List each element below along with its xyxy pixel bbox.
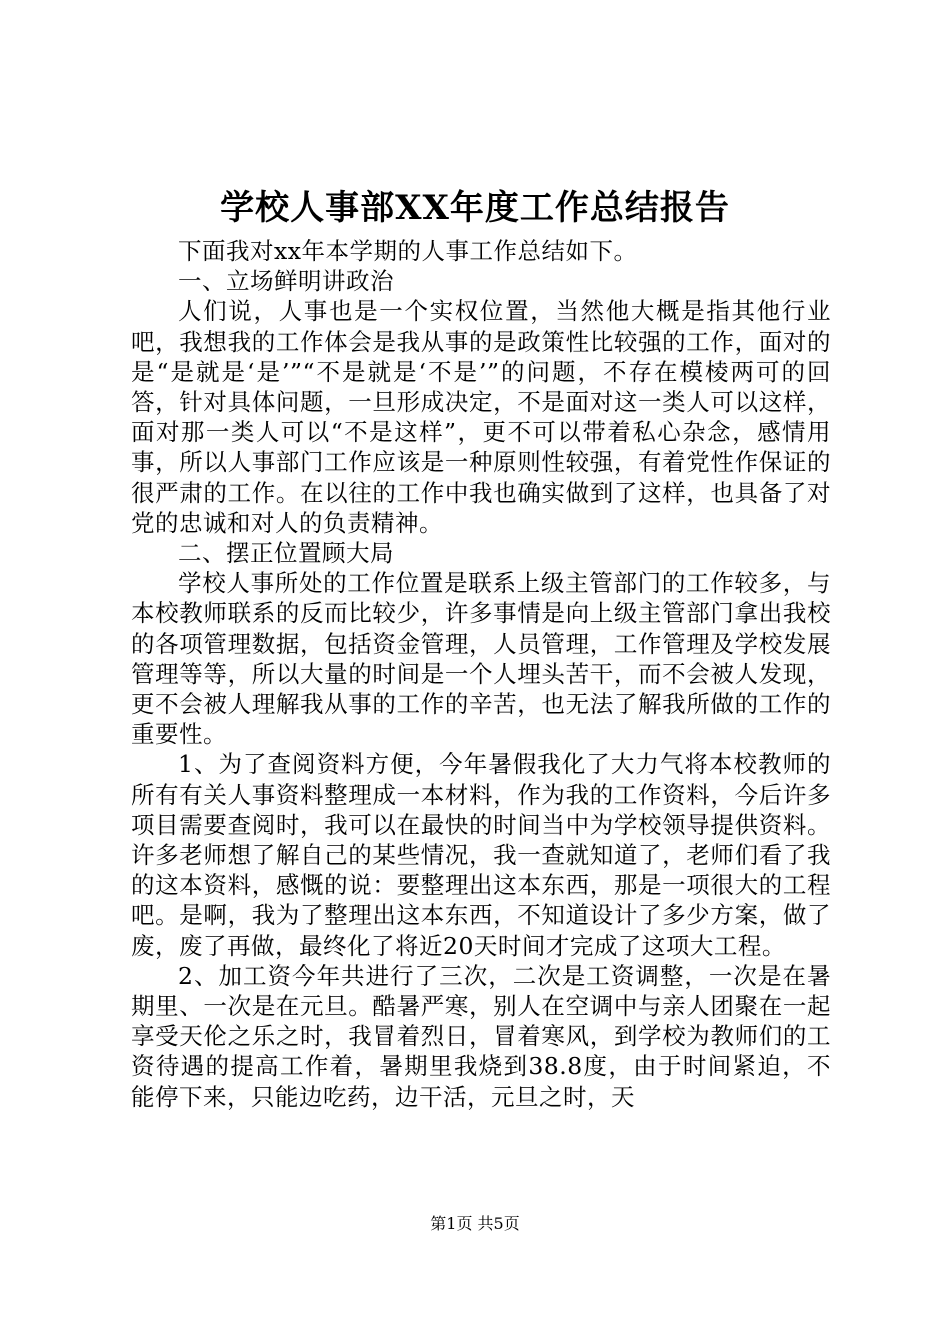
body-paragraph: 人们说，人事也是一个实权位置，当然他大概是指其他行业吧，我想我的工作体会是我从事的是政策性比较强的工作，面对的是“是就是‘是’”“不是就是‘不是’”的问题，不存在模棱两可的回答，针对具体问题，一旦形成决定，不是面对这一类人可以这样，面对那一类人可以“不是这样”，更不可以带着私心杂念，感情用事，所以人事部门工作应该是一种原则性较强，有着党性作保证的很严肃的工作。在以往的工作中我也确实做到了这样，也具备了对党的忠诚和对人的负责精神。	[131, 297, 831, 537]
section-heading-2: 二、摆正位置顾大局	[178, 539, 394, 568]
document-body	[131, 236, 831, 1112]
body-paragraph: 学校人事所处的工作位置是联系上级主管部门的工作较多，与本校教师联系的反而比较少，许多事情是向上级主管部门拿出我校的各项管理数据，包括资金管理，人员管理，工作管理及学校发展管理等等，所以大量的时间是一个人埋头苦干，而不会被人发现，更不会被人理解我从事的工作的辛苦，也无法了解我所做的工作的重要性。	[131, 569, 831, 749]
body-paragraph: 2、加工资今年共进行了三次，二次是工资调整，一次是在暑期里、一次是在元旦。酷暑严寒，别人在空调中与亲人团聚在一起享受天伦之乐之时，我冒着烈日，冒着寒风，到学校为教师们的工资待遇的提高工作着，暑期里我烧到38.8度，由于时间紧迫，不能停下来，只能边吃药，边干活，元旦之时，天	[131, 961, 831, 1111]
intro-paragraph: 下面我对xx年本学期的人事工作总结如下。	[178, 237, 638, 265]
page-footer: 第1页 共5页	[430, 1214, 520, 1233]
body-paragraph: 1、为了查阅资料方便，今年暑假我化了大力气将本校教师的所有有关人事资料整理成一本材料，作为我的工作资料，今后许多项目需要查阅时，我可以在最快的时间当中为学校领导提供资料。许多老师想了解自己的某些情况，我一查就知道了，老师们看了我的这本资料，感慨的说：要整理出这本东西，那是一项很大的工程吧。是啊，我为了整理出这本东西，不知道设计了多少方案，做了废，废了再做，最终化了将近20天时间才完成了这项大工程。	[131, 750, 831, 960]
document-title: 学校人事部XX年度工作总结报告	[220, 188, 730, 228]
section-heading-1: 一、立场鲜明讲政治	[178, 267, 394, 296]
